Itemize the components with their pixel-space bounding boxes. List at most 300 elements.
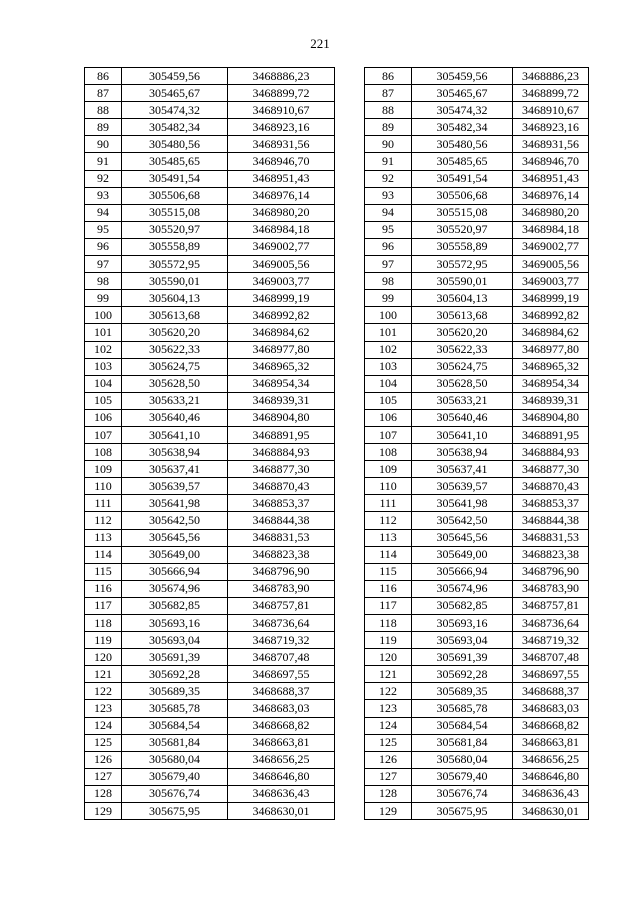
table-row: [365, 358, 589, 375]
table-row: [85, 85, 335, 102]
point-number-cell: 96: [365, 238, 412, 255]
point-number-cell: 99: [85, 290, 122, 307]
y-coordinate-cell: 3468984,62: [513, 324, 589, 341]
y-coordinate-cell: 3468697,55: [513, 666, 589, 683]
table-row: [85, 734, 335, 751]
table-row: [85, 580, 335, 597]
point-number-cell: 119: [85, 632, 122, 649]
table-row: [365, 597, 589, 614]
table-row: [85, 751, 335, 768]
point-number-cell: 101: [85, 324, 122, 341]
y-coordinate-cell: 3468886,23: [228, 68, 335, 85]
table-row: [365, 102, 589, 119]
x-coordinate-cell: 305691,39: [122, 649, 228, 666]
x-coordinate-cell: 305691,39: [412, 649, 513, 666]
point-number-cell: 118: [365, 615, 412, 632]
y-coordinate-cell: 3468976,14: [228, 187, 335, 204]
y-coordinate-cell: 3469005,56: [228, 256, 335, 273]
x-coordinate-cell: 305459,56: [122, 68, 228, 85]
point-number-cell: 104: [365, 375, 412, 392]
table-row: [365, 563, 589, 580]
x-coordinate-cell: 305639,57: [122, 478, 228, 495]
point-number-cell: 122: [365, 683, 412, 700]
x-coordinate-cell: 305689,35: [412, 683, 513, 700]
table-row: [85, 632, 335, 649]
point-number-cell: 101: [365, 324, 412, 341]
point-number-cell: 118: [85, 615, 122, 632]
table-row: [365, 649, 589, 666]
x-coordinate-cell: 305604,13: [122, 290, 228, 307]
table-row: [85, 683, 335, 700]
coordinates-table-right: [364, 67, 589, 820]
page-number: 221: [310, 36, 330, 51]
point-number-cell: 102: [365, 341, 412, 358]
point-number-cell: 127: [85, 768, 122, 785]
point-number-cell: 95: [85, 221, 122, 238]
x-coordinate-cell: 305676,74: [412, 785, 513, 802]
point-number-cell: 102: [85, 341, 122, 358]
table-row: [85, 478, 335, 495]
x-coordinate-cell: 305506,68: [122, 187, 228, 204]
x-coordinate-cell: 305680,04: [122, 751, 228, 768]
table-row: [365, 290, 589, 307]
point-number-cell: 106: [85, 409, 122, 426]
x-coordinate-cell: 305684,54: [122, 717, 228, 734]
x-coordinate-cell: 305515,08: [412, 204, 513, 221]
y-coordinate-cell: 3469002,77: [513, 238, 589, 255]
x-coordinate-cell: 305590,01: [122, 273, 228, 290]
y-coordinate-cell: 3468939,31: [228, 392, 335, 409]
point-number-cell: 87: [85, 85, 122, 102]
y-coordinate-cell: 3468946,70: [228, 153, 335, 170]
point-number-cell: 117: [365, 597, 412, 614]
point-number-cell: 98: [365, 273, 412, 290]
table-row: [365, 615, 589, 632]
point-number-cell: 86: [365, 68, 412, 85]
x-coordinate-cell: 305613,68: [122, 307, 228, 324]
table-row: [85, 136, 335, 153]
x-coordinate-cell: 305641,10: [412, 426, 513, 443]
x-coordinate-cell: 305642,50: [122, 512, 228, 529]
point-number-cell: 105: [365, 392, 412, 409]
y-coordinate-cell: 3468954,34: [228, 375, 335, 392]
y-coordinate-cell: 3468736,64: [513, 615, 589, 632]
y-coordinate-cell: 3468946,70: [513, 153, 589, 170]
point-number-cell: 95: [365, 221, 412, 238]
y-coordinate-cell: 3468891,95: [228, 426, 335, 443]
x-coordinate-cell: 305641,98: [122, 495, 228, 512]
table-row: [85, 768, 335, 785]
y-coordinate-cell: 3468630,01: [228, 803, 335, 820]
y-coordinate-cell: 3468954,34: [513, 375, 589, 392]
point-number-cell: 106: [365, 409, 412, 426]
table-row: [365, 85, 589, 102]
x-coordinate-cell: 305465,67: [412, 85, 513, 102]
y-coordinate-cell: 3468891,95: [513, 426, 589, 443]
y-coordinate-cell: 3468783,90: [228, 580, 335, 597]
table-row: [365, 307, 589, 324]
y-coordinate-cell: 3468984,62: [228, 324, 335, 341]
x-coordinate-cell: 305622,33: [122, 341, 228, 358]
coordinates-table-left: [84, 67, 335, 820]
point-number-cell: 112: [365, 512, 412, 529]
table-row: [365, 478, 589, 495]
point-number-cell: 127: [365, 768, 412, 785]
point-number-cell: 90: [85, 136, 122, 153]
y-coordinate-cell: 3468663,81: [228, 734, 335, 751]
y-coordinate-cell: 3468939,31: [513, 392, 589, 409]
table-row: [85, 615, 335, 632]
y-coordinate-cell: 3469002,77: [228, 238, 335, 255]
y-coordinate-cell: 3468999,19: [513, 290, 589, 307]
table-row: [85, 461, 335, 478]
y-coordinate-cell: 3468870,43: [513, 478, 589, 495]
y-coordinate-cell: 3468999,19: [228, 290, 335, 307]
x-coordinate-cell: 305642,50: [412, 512, 513, 529]
point-number-cell: 86: [85, 68, 122, 85]
y-coordinate-cell: 3468688,37: [228, 683, 335, 700]
x-coordinate-cell: 305474,32: [412, 102, 513, 119]
x-coordinate-cell: 305633,21: [412, 392, 513, 409]
y-coordinate-cell: 3468899,72: [228, 85, 335, 102]
x-coordinate-cell: 305679,40: [412, 768, 513, 785]
y-coordinate-cell: 3468992,82: [228, 307, 335, 324]
table-row: [85, 358, 335, 375]
x-coordinate-cell: 305465,67: [122, 85, 228, 102]
y-coordinate-cell: 3468984,18: [513, 221, 589, 238]
point-number-cell: 112: [85, 512, 122, 529]
table-row: [85, 649, 335, 666]
y-coordinate-cell: 3468980,20: [228, 204, 335, 221]
x-coordinate-cell: 305624,75: [122, 358, 228, 375]
y-coordinate-cell: 3468823,38: [228, 546, 335, 563]
x-coordinate-cell: 305680,04: [412, 751, 513, 768]
point-number-cell: 97: [85, 256, 122, 273]
y-coordinate-cell: 3468688,37: [513, 683, 589, 700]
table-row: [365, 512, 589, 529]
y-coordinate-cell: 3468636,43: [513, 785, 589, 802]
table-row: [365, 666, 589, 683]
x-coordinate-cell: 305649,00: [122, 546, 228, 563]
y-coordinate-cell: 3468656,25: [513, 751, 589, 768]
x-coordinate-cell: 305675,95: [412, 803, 513, 820]
x-coordinate-cell: 305682,85: [412, 597, 513, 614]
table-row: [365, 324, 589, 341]
table-row: [365, 68, 589, 85]
point-number-cell: 92: [365, 170, 412, 187]
table-row: [365, 768, 589, 785]
x-coordinate-cell: 305506,68: [412, 187, 513, 204]
table-row: [365, 119, 589, 136]
point-number-cell: 109: [85, 461, 122, 478]
point-number-cell: 92: [85, 170, 122, 187]
x-coordinate-cell: 305480,56: [412, 136, 513, 153]
point-number-cell: 120: [365, 649, 412, 666]
table-row: [85, 68, 335, 85]
point-number-cell: 96: [85, 238, 122, 255]
y-coordinate-cell: 3468886,23: [513, 68, 589, 85]
table-row: [365, 529, 589, 546]
table-row: [365, 751, 589, 768]
x-coordinate-cell: 305675,95: [122, 803, 228, 820]
table-row: [85, 392, 335, 409]
point-number-cell: 122: [85, 683, 122, 700]
point-number-cell: 100: [85, 307, 122, 324]
point-number-cell: 128: [85, 785, 122, 802]
point-number-cell: 110: [365, 478, 412, 495]
table-row: [85, 700, 335, 717]
point-number-cell: 124: [365, 717, 412, 734]
x-coordinate-cell: 305520,97: [122, 221, 228, 238]
table-row: [85, 495, 335, 512]
y-coordinate-cell: 3468783,90: [513, 580, 589, 597]
table-row: [365, 495, 589, 512]
point-number-cell: 113: [85, 529, 122, 546]
table-row: [365, 803, 589, 820]
y-coordinate-cell: 3468646,80: [513, 768, 589, 785]
y-coordinate-cell: 3468823,38: [513, 546, 589, 563]
table-row: [85, 307, 335, 324]
table-row: [365, 375, 589, 392]
y-coordinate-cell: 3468736,64: [228, 615, 335, 632]
table-row: [365, 187, 589, 204]
point-number-cell: 128: [365, 785, 412, 802]
table-row: [365, 136, 589, 153]
point-number-cell: 100: [365, 307, 412, 324]
table-row: [365, 204, 589, 221]
x-coordinate-cell: 305645,56: [412, 529, 513, 546]
y-coordinate-cell: 3468656,25: [228, 751, 335, 768]
point-number-cell: 98: [85, 273, 122, 290]
y-coordinate-cell: 3468923,16: [228, 119, 335, 136]
point-number-cell: 89: [85, 119, 122, 136]
x-coordinate-cell: 305558,89: [412, 238, 513, 255]
table-row: [85, 426, 335, 443]
x-coordinate-cell: 305693,16: [122, 615, 228, 632]
point-number-cell: 109: [365, 461, 412, 478]
table-row: [365, 444, 589, 461]
point-number-cell: 126: [365, 751, 412, 768]
point-number-cell: 125: [365, 734, 412, 751]
point-number-cell: 94: [365, 204, 412, 221]
x-coordinate-cell: 305590,01: [412, 273, 513, 290]
x-coordinate-cell: 305633,21: [122, 392, 228, 409]
point-number-cell: 124: [85, 717, 122, 734]
table-row: [85, 563, 335, 580]
y-coordinate-cell: 3468931,56: [228, 136, 335, 153]
x-coordinate-cell: 305649,00: [412, 546, 513, 563]
y-coordinate-cell: 3469003,77: [513, 273, 589, 290]
x-coordinate-cell: 305459,56: [412, 68, 513, 85]
point-number-cell: 115: [365, 563, 412, 580]
x-coordinate-cell: 305482,34: [122, 119, 228, 136]
table-row: [85, 666, 335, 683]
point-number-cell: 113: [365, 529, 412, 546]
point-number-cell: 107: [85, 426, 122, 443]
x-coordinate-cell: 305637,41: [412, 461, 513, 478]
point-number-cell: 90: [365, 136, 412, 153]
y-coordinate-cell: 3468877,30: [228, 461, 335, 478]
table-row: [365, 426, 589, 443]
x-coordinate-cell: 305681,84: [412, 734, 513, 751]
table-row: [365, 734, 589, 751]
table-row: [85, 803, 335, 820]
x-coordinate-cell: 305676,74: [122, 785, 228, 802]
y-coordinate-cell: 3468923,16: [513, 119, 589, 136]
table-row: [365, 170, 589, 187]
x-coordinate-cell: 305641,10: [122, 426, 228, 443]
y-coordinate-cell: 3468796,90: [513, 563, 589, 580]
point-number-cell: 129: [365, 803, 412, 820]
y-coordinate-cell: 3468904,80: [513, 409, 589, 426]
point-number-cell: 123: [365, 700, 412, 717]
table-row: [85, 341, 335, 358]
table-row: [365, 153, 589, 170]
point-number-cell: 116: [85, 580, 122, 597]
y-coordinate-cell: 3468844,38: [513, 512, 589, 529]
point-number-cell: 120: [85, 649, 122, 666]
table-row: [85, 119, 335, 136]
x-coordinate-cell: 305482,34: [412, 119, 513, 136]
y-coordinate-cell: 3468877,30: [513, 461, 589, 478]
x-coordinate-cell: 305558,89: [122, 238, 228, 255]
y-coordinate-cell: 3468831,53: [513, 529, 589, 546]
x-coordinate-cell: 305679,40: [122, 768, 228, 785]
y-coordinate-cell: 3468977,80: [228, 341, 335, 358]
y-coordinate-cell: 3468719,32: [513, 632, 589, 649]
point-number-cell: 88: [365, 102, 412, 119]
x-coordinate-cell: 305693,04: [122, 632, 228, 649]
y-coordinate-cell: 3468899,72: [513, 85, 589, 102]
table-row: [365, 273, 589, 290]
table-row: [85, 238, 335, 255]
y-coordinate-cell: 3468707,48: [513, 649, 589, 666]
y-coordinate-cell: 3468719,32: [228, 632, 335, 649]
table-row: [365, 683, 589, 700]
y-coordinate-cell: 3468977,80: [513, 341, 589, 358]
point-number-cell: 121: [85, 666, 122, 683]
x-coordinate-cell: 305666,94: [412, 563, 513, 580]
y-coordinate-cell: 3469005,56: [513, 256, 589, 273]
y-coordinate-cell: 3468630,01: [513, 803, 589, 820]
y-coordinate-cell: 3469003,77: [228, 273, 335, 290]
table-row: [85, 444, 335, 461]
table-row: [365, 632, 589, 649]
table-row: [365, 392, 589, 409]
x-coordinate-cell: 305622,33: [412, 341, 513, 358]
table-row: [365, 546, 589, 563]
table-row: [85, 290, 335, 307]
x-coordinate-cell: 305491,54: [412, 170, 513, 187]
y-coordinate-cell: 3468646,80: [228, 768, 335, 785]
point-number-cell: 111: [85, 495, 122, 512]
x-coordinate-cell: 305613,68: [412, 307, 513, 324]
table-row: [365, 461, 589, 478]
x-coordinate-cell: 305628,50: [412, 375, 513, 392]
point-number-cell: 123: [85, 700, 122, 717]
point-number-cell: 115: [85, 563, 122, 580]
x-coordinate-cell: 305620,20: [122, 324, 228, 341]
x-coordinate-cell: 305674,96: [412, 580, 513, 597]
x-coordinate-cell: 305692,28: [412, 666, 513, 683]
table-row: [85, 375, 335, 392]
point-number-cell: 110: [85, 478, 122, 495]
y-coordinate-cell: 3468992,82: [513, 307, 589, 324]
point-number-cell: 93: [365, 187, 412, 204]
x-coordinate-cell: 305480,56: [122, 136, 228, 153]
point-number-cell: 103: [85, 358, 122, 375]
point-number-cell: 114: [365, 546, 412, 563]
table-row: [85, 273, 335, 290]
x-coordinate-cell: 305637,41: [122, 461, 228, 478]
x-coordinate-cell: 305645,56: [122, 529, 228, 546]
point-number-cell: 108: [365, 444, 412, 461]
table-row: [365, 256, 589, 273]
x-coordinate-cell: 305520,97: [412, 221, 513, 238]
y-coordinate-cell: 3468931,56: [513, 136, 589, 153]
table-row: [85, 221, 335, 238]
x-coordinate-cell: 305640,46: [412, 409, 513, 426]
table-row: [85, 512, 335, 529]
table-row: [85, 187, 335, 204]
y-coordinate-cell: 3468980,20: [513, 204, 589, 221]
x-coordinate-cell: 305474,32: [122, 102, 228, 119]
point-number-cell: 116: [365, 580, 412, 597]
point-number-cell: 88: [85, 102, 122, 119]
point-number-cell: 114: [85, 546, 122, 563]
point-number-cell: 99: [365, 290, 412, 307]
table-row: [365, 700, 589, 717]
y-coordinate-cell: 3468853,37: [228, 495, 335, 512]
x-coordinate-cell: 305685,78: [412, 700, 513, 717]
y-coordinate-cell: 3468965,32: [513, 358, 589, 375]
y-coordinate-cell: 3468757,81: [228, 597, 335, 614]
table-row: [365, 580, 589, 597]
y-coordinate-cell: 3468976,14: [513, 187, 589, 204]
x-coordinate-cell: 305689,35: [122, 683, 228, 700]
x-coordinate-cell: 305692,28: [122, 666, 228, 683]
x-coordinate-cell: 305682,85: [122, 597, 228, 614]
x-coordinate-cell: 305638,94: [412, 444, 513, 461]
y-coordinate-cell: 3468910,67: [513, 102, 589, 119]
point-number-cell: 104: [85, 375, 122, 392]
x-coordinate-cell: 305681,84: [122, 734, 228, 751]
y-coordinate-cell: 3468663,81: [513, 734, 589, 751]
x-coordinate-cell: 305491,54: [122, 170, 228, 187]
x-coordinate-cell: 305685,78: [122, 700, 228, 717]
table-row: [365, 341, 589, 358]
x-coordinate-cell: 305693,16: [412, 615, 513, 632]
y-coordinate-cell: 3468707,48: [228, 649, 335, 666]
table-row: [85, 546, 335, 563]
x-coordinate-cell: 305515,08: [122, 204, 228, 221]
table-row: [85, 324, 335, 341]
y-coordinate-cell: 3468904,80: [228, 409, 335, 426]
table-row: [85, 529, 335, 546]
x-coordinate-cell: 305485,65: [412, 153, 513, 170]
table-row: [85, 717, 335, 734]
point-number-cell: 94: [85, 204, 122, 221]
x-coordinate-cell: 305693,04: [412, 632, 513, 649]
y-coordinate-cell: 3468870,43: [228, 478, 335, 495]
table-row: [365, 238, 589, 255]
point-number-cell: 107: [365, 426, 412, 443]
table-row: [85, 785, 335, 802]
y-coordinate-cell: 3468796,90: [228, 563, 335, 580]
y-coordinate-cell: 3468757,81: [513, 597, 589, 614]
y-coordinate-cell: 3468697,55: [228, 666, 335, 683]
point-number-cell: 119: [365, 632, 412, 649]
